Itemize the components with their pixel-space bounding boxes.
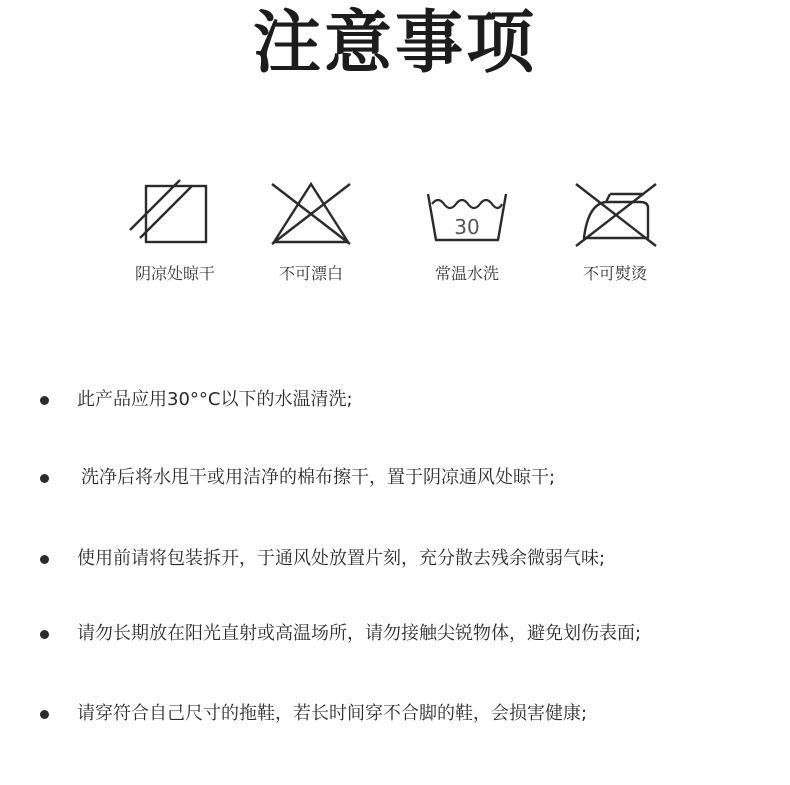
note-text: 洗净后将水甩干或用洁净的棉布擦干，置于阴凉通风处晾干; xyxy=(81,467,556,488)
wash-30-icon xyxy=(422,178,512,250)
list-item xyxy=(40,384,353,416)
wash-temperature: 30 xyxy=(454,215,480,239)
list-item xyxy=(40,543,605,575)
note-text: 请勿长期放在阳光直射或高温场所，请勿接触尖锐物体，避免划伤表面; xyxy=(77,623,642,644)
list-item xyxy=(40,462,555,494)
note-text: 使用前请将包装拆开，于通风处放置片刻，充分散去残余微弱气味; xyxy=(77,548,606,569)
care-label-no-iron: 不可熨烫 xyxy=(582,264,647,283)
page-title: 注意事项 xyxy=(252,4,537,83)
care-label-wash-30: 常温水洗 xyxy=(434,264,499,283)
no-iron-icon xyxy=(570,178,660,250)
note-text: 请穿符合自己尺寸的拖鞋，若长时间穿不合脚的鞋，会损害健康; xyxy=(77,703,588,724)
care-label-dry-in-shade: 阴凉处晾干 xyxy=(134,264,215,283)
note-text: 此产品应用30°°C以下的水温清洗; xyxy=(77,389,353,410)
bullet-dot-icon xyxy=(40,555,49,564)
bullet-dot-icon xyxy=(40,396,49,405)
bullet-dot-icon xyxy=(40,630,49,639)
dry-in-shade-icon xyxy=(122,178,212,250)
bullet-dot-icon xyxy=(40,474,49,483)
care-label-no-bleach: 不可漂白 xyxy=(278,264,343,283)
list-item xyxy=(40,618,641,650)
list-item xyxy=(40,698,587,730)
no-bleach-icon xyxy=(266,178,356,250)
bullet-dot-icon xyxy=(40,710,49,719)
